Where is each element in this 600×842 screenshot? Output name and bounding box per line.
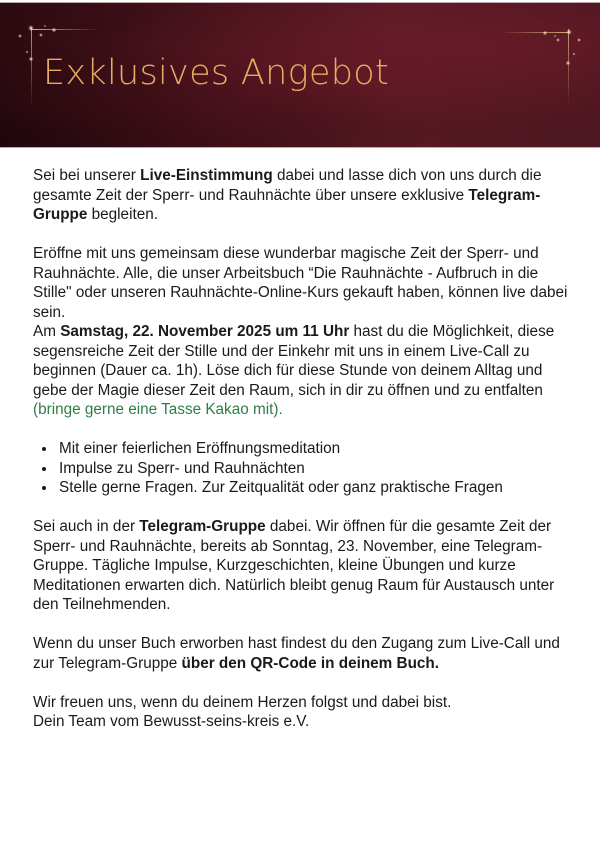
intro-paragraph [33, 166, 578, 225]
spacer [33, 673, 578, 693]
live-einstimmung-highlight: Live-Einstimmung [140, 167, 273, 184]
event-date-paragraph [33, 322, 578, 420]
feature-list [33, 439, 578, 498]
telegram-text: Sei auch in der [33, 518, 140, 535]
opening-paragraph: Eröffne mit uns gemeinsam diese wunderbar magische Zeit der Sperr- und Rauhnächte. Alle, die unser Arbeitsbuch “Die Rauhnächte - Aufbruch in die Stille" oder unseren Rauhnächte-Online-Kurs gekauft haben, können live dabei sein. [33, 245, 568, 321]
event-text: hast du die Möglichkeit, diese segensreiche Zeit der Stille und der Einkehr mit uns in einem Live-Call zu beginnen (Dauer ca. 1h). Löse dich für diese Stunde von deinem Alltag und gebe der Magie dieser Zeit den Raum, sich in dir zu öffnen und zu entfalten [33, 323, 555, 399]
spacer [33, 498, 578, 518]
telegram-group-highlight: Telegram-Gruppe [33, 186, 541, 223]
telegram-group-highlight: Telegram-Gruppe [139, 518, 266, 535]
intro-text: dabei und lasse dich von uns durch die gesamte Zeit der Sperr- und Rauhnächte über unsere exklusive [33, 167, 542, 204]
intro-text: begleiten. [87, 206, 158, 223]
list-item: Impulse zu Sperr- und Rauhnächten [59, 459, 578, 479]
page-title: Exklusives Angebot [43, 53, 389, 93]
access-text: Wenn du unser Buch erworben hast findest du den Zugang zum Live-Call und zur Telegram-Gruppe [33, 635, 560, 672]
event-text: Am [33, 323, 61, 340]
list-item: Stelle gerne Fragen. Zur Zeitqualität oder ganz praktische Fragen [59, 478, 578, 498]
intro-text: Sei bei unserer [33, 167, 141, 184]
access-paragraph [33, 634, 578, 673]
event-date-highlight: Samstag, 22. November 2025 um 11 Uhr [60, 323, 350, 340]
qr-code-highlight: über den QR-Code in deinem Buch. [181, 654, 440, 672]
telegram-text: dabei. Wir öffnen für die gesamte Zeit der Sperr- und Rauhnächte, bereits ab Sonntag, 23. November, eine Telegram-Gruppe. Tägliche Impulse, Kurzgeschichten, kleine Übungen und kurze Meditationen erwarten dich. Natürlich bleibt genug Raum für Austausch unter den Teilnehmenden. [33, 518, 555, 613]
closing-line: Wir freuen uns, wenn du deinem Herzen folgst und dabei bist. [33, 693, 452, 711]
cocoa-note: (bringe gerne eine Tasse Kakao mit). [33, 401, 283, 418]
header-banner [0, 2, 600, 148]
spacer [33, 420, 578, 440]
spacer [33, 225, 578, 245]
offer-body [33, 166, 578, 732]
spacer [33, 615, 578, 635]
list-item: Mit einer feierlichen Eröffnungsmeditation [59, 439, 578, 459]
signature: Dein Team vom Bewusst-seins-kreis e.V. [33, 713, 310, 730]
telegram-paragraph [33, 517, 578, 615]
